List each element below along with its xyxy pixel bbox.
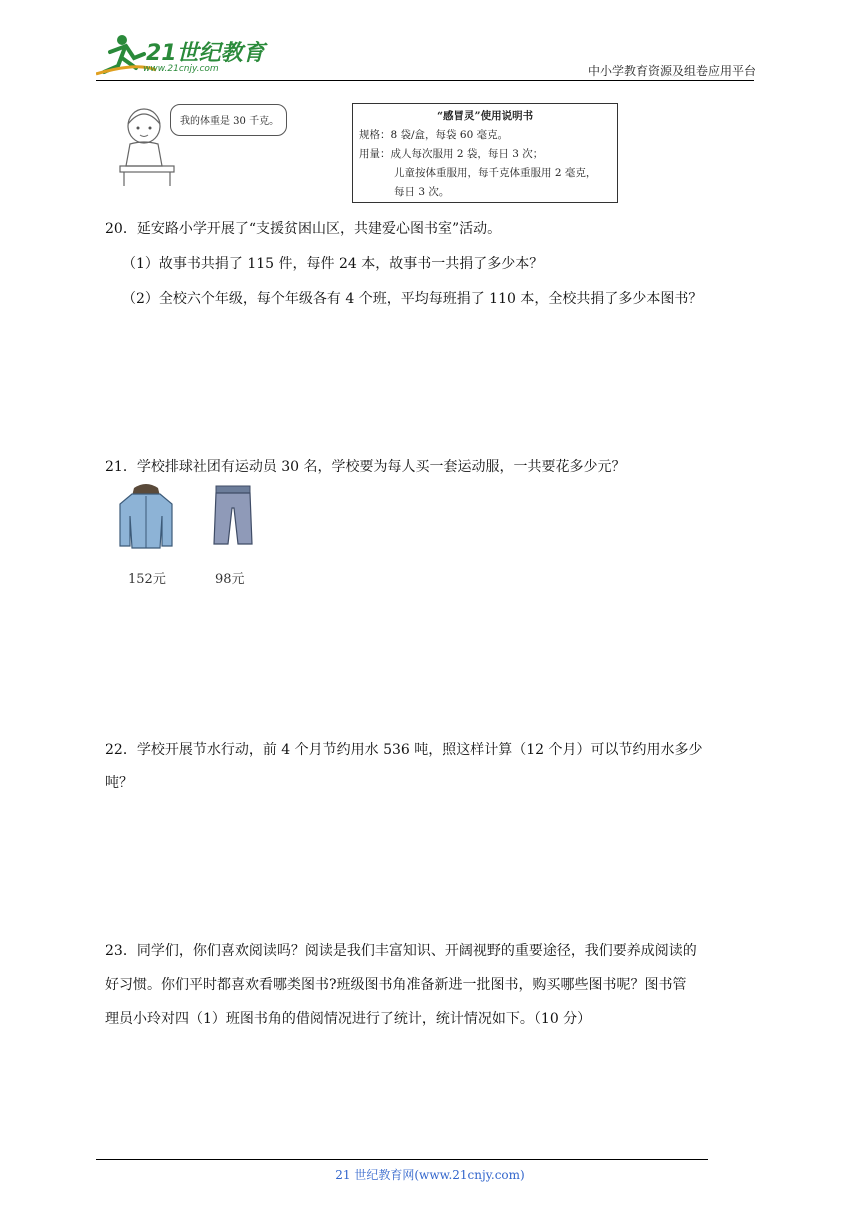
question-22-line-1: 22．学校开展节水行动，前 4 个月节约用水 536 吨，照这样计算（12 个月）可以节约用水多少	[105, 742, 703, 758]
medicine-child-frequency: 每日 3 次。	[394, 186, 450, 198]
question-20-part-1: （1）故事书共捐了 115 件，每件 24 本，故事书一共捐了多少本？	[122, 256, 544, 272]
speech-bubble-text: 我的体重是 30 千克。	[180, 116, 280, 127]
jacket-price: 152元	[128, 572, 166, 587]
question-20-stem: 20．延安路小学开展了“支援贫困山区，共建爱心图书室”活动。	[105, 221, 502, 237]
question-20-part-2: （2）全校六个年级，每个年级各有 4 个班，平均每班捐了 110 本，全校共捐了多少本图书？	[122, 291, 703, 307]
question-21-stem: 21．学校排球社团有运动员 30 名，学校要为每人买一套运动服，一共要花多少元？	[105, 459, 626, 475]
medicine-title: “感冒灵”使用说明书	[437, 110, 534, 122]
question-23-line-1: 23．同学们，你们喜欢阅读吗？阅读是我们丰富知识、开阔视野的重要途径，我们要养成阅读的	[105, 943, 697, 959]
girl-illustration-icon	[118, 104, 178, 188]
question-22-line-2: 吨？	[105, 775, 133, 791]
question-23-line-2: 好习惯。你们平时都喜欢看哪类图书?班级图书角准备新进一批图书，购买哪些图书呢？图书管	[105, 977, 687, 993]
header-divider	[96, 80, 754, 81]
logo-url: www.21cnjy.com	[143, 64, 219, 74]
pants-icon	[210, 482, 256, 552]
medicine-spec: 规格：8 袋/盒，每袋 60 毫克。	[359, 129, 509, 141]
jacket-icon	[116, 482, 176, 552]
footer-link[interactable]: 21 世纪教育网(www.21cnjy.com)	[335, 1168, 525, 1182]
question-23-line-3: 理员小玲对四（1）班图书角的借阅情况进行了统计，统计情况如下。（10 分）	[105, 1011, 592, 1027]
header-platform-text: 中小学教育资源及组卷应用平台	[587, 64, 756, 78]
medicine-dosage: 用量：成人每次服用 2 袋，每日 3 次；	[359, 148, 544, 160]
logo-wordmark: 21世纪教育	[146, 41, 265, 66]
pants-price: 98元	[215, 572, 245, 587]
footer-divider	[96, 1159, 708, 1160]
medicine-child-dosage: 儿童按体重服用，每千克体重服用 2 毫克，	[394, 167, 597, 179]
